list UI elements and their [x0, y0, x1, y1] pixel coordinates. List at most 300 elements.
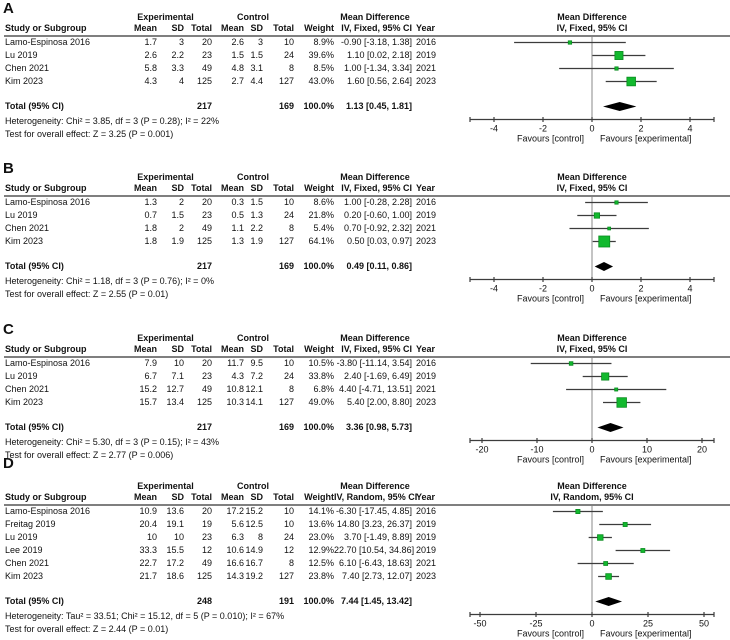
- study-exp-sd-cell: 13.6: [166, 506, 184, 516]
- study-ctl-sd-cell: 1.9: [250, 236, 263, 246]
- study-ci-cell: 1.00 [-0.28, 2.28]: [343, 197, 412, 207]
- study-weight-cell: 21.8%: [308, 210, 334, 220]
- study-ci-cell: 3.70 [-1.49, 8.89]: [343, 532, 412, 542]
- study-weight-cell: 13.6%: [308, 519, 334, 529]
- study-exp-total-cell: 49: [201, 223, 212, 233]
- total-exp-total-cell: 217: [196, 261, 212, 271]
- study-ctl-mean-cell: 5.6: [231, 519, 244, 529]
- column-header-ctl-mean: Mean: [220, 492, 244, 502]
- column-header-weight: Weight: [304, 23, 334, 33]
- study-ctl-sd-cell: 12.5: [245, 519, 263, 529]
- study-year-cell: 2021: [416, 384, 437, 394]
- total-name-cell: Total (95% CI): [5, 261, 64, 271]
- study-ctl-total-cell: 10: [283, 506, 294, 516]
- study-year-cell: 2021: [416, 223, 437, 233]
- study-weight-cell: 39.6%: [308, 50, 334, 60]
- total-row: [0, 260, 462, 273]
- study-exp-mean-cell: 21.7: [139, 571, 157, 581]
- study-exp-total-cell: 23: [201, 210, 212, 220]
- column-header-ctl-total: Total: [273, 344, 294, 354]
- study-exp-sd-cell: 19.1: [166, 519, 184, 529]
- study-exp-sd-cell: 13.4: [166, 397, 184, 407]
- study-ctl-total-cell: 24: [283, 210, 294, 220]
- study-weight-cell: 14.1%: [308, 506, 334, 516]
- study-name-cell: Lamo-Espinosa 2016: [5, 197, 91, 207]
- heterogeneity-text: Heterogeneity: Chi² = 3.85, df = 3 (P = 0.28); I² = 22%: [5, 116, 219, 126]
- study-row: [0, 531, 462, 544]
- total-ci-cell: 3.36 [0.98, 5.73]: [345, 422, 412, 432]
- study-ctl-mean-cell: 6.3: [231, 532, 244, 542]
- column-header-name: Study or Subgroup: [5, 23, 87, 33]
- study-exp-total-cell: 125: [196, 76, 212, 86]
- study-ctl-sd-cell: 1.5: [250, 197, 263, 207]
- favours-left-label: Favours [control]: [516, 628, 584, 639]
- study-exp-total-cell: 23: [201, 371, 212, 381]
- study-exp-sd-cell: 2: [178, 197, 184, 207]
- column-header-ctl-sd: SD: [250, 492, 263, 502]
- study-exp-mean-cell: 1.3: [144, 197, 157, 207]
- study-weight-cell: 10.5%: [308, 358, 334, 368]
- study-weight-cell: 8.9%: [313, 37, 334, 47]
- study-year-cell: 2016: [416, 358, 437, 368]
- effect-square: [576, 509, 580, 513]
- study-ci-cell: 2.40 [-1.69, 6.49]: [343, 371, 412, 381]
- study-ctl-total-cell: 12: [283, 545, 294, 555]
- study-ci-cell: 0.20 [-0.60, 1.00]: [343, 210, 412, 220]
- column-header-exp-sd: SD: [171, 183, 184, 193]
- total-exp-total-cell: 248: [196, 596, 212, 606]
- column-header-ci: IV, Fixed, 95% CI: [341, 23, 412, 33]
- favours-left-label: Favours [control]: [516, 133, 584, 144]
- column-header-ctl-mean: Mean: [220, 183, 244, 193]
- forest-plot: [462, 323, 730, 475]
- column-header-ctl-mean: Mean: [220, 23, 244, 33]
- column-header-name: Study or Subgroup: [5, 492, 87, 502]
- study-ctl-total-cell: 127: [278, 236, 294, 246]
- column-header-ctl-mean: Mean: [220, 344, 244, 354]
- study-weight-cell: 6.8%: [313, 384, 334, 394]
- overall-effect-text: Test for overall effect: Z = 2.44 (P = 0.01): [5, 624, 169, 634]
- column-header-weight: Weight: [304, 492, 334, 502]
- tick-label: -20: [475, 444, 489, 455]
- overall-effect-text: Test for overall effect: Z = 2.55 (P = 0.01): [5, 289, 169, 299]
- total-ctl-total-cell: 169: [278, 422, 294, 432]
- effect-square: [568, 41, 571, 44]
- study-exp-mean-cell: 20.4: [139, 519, 157, 529]
- study-exp-sd-cell: 3.3: [171, 63, 184, 73]
- forest-panel-a: [0, 2, 730, 154]
- column-header-exp-mean: Mean: [133, 23, 157, 33]
- study-exp-sd-cell: 1.5: [171, 210, 184, 220]
- study-name-cell: Kim 2023: [5, 236, 44, 246]
- study-ctl-mean-cell: 2.6: [231, 37, 244, 47]
- study-exp-sd-cell: 10: [173, 532, 184, 542]
- column-header-exp-total: Total: [191, 492, 212, 502]
- study-exp-sd-cell: 12.7: [166, 384, 184, 394]
- control-group-header: Control: [237, 172, 269, 182]
- study-exp-sd-cell: 15.5: [166, 545, 184, 555]
- study-ctl-mean-cell: 17.2: [226, 506, 244, 516]
- study-exp-total-cell: 49: [201, 63, 212, 73]
- study-exp-sd-cell: 2: [178, 223, 184, 233]
- study-ctl-total-cell: 127: [278, 571, 294, 581]
- study-exp-total-cell: 20: [201, 197, 212, 207]
- experimental-group-header: Experimental: [137, 172, 194, 182]
- tick-label: 4: [687, 283, 693, 294]
- study-name-cell: Chen 2021: [5, 384, 50, 394]
- study-exp-sd-cell: 1.9: [171, 236, 184, 246]
- study-ci-cell: 1.10 [0.02, 2.18]: [346, 50, 412, 60]
- study-exp-sd-cell: 2.2: [171, 50, 184, 60]
- total-ctl-total-cell: 169: [278, 261, 294, 271]
- study-ctl-mean-cell: 4.8: [231, 63, 244, 73]
- study-ctl-total-cell: 10: [283, 358, 294, 368]
- study-exp-sd-cell: 17.2: [166, 558, 184, 568]
- study-ctl-sd-cell: 1.5: [250, 50, 263, 60]
- favours-right-label: Favours [experimental]: [600, 133, 692, 144]
- forest-panel-b: [0, 162, 730, 314]
- study-exp-total-cell: 125: [196, 571, 212, 581]
- study-ctl-mean-cell: 10.8: [226, 384, 244, 394]
- study-name-cell: Lamo-Espinosa 2016: [5, 506, 91, 516]
- study-ctl-sd-cell: 16.7: [245, 558, 263, 568]
- effect-model-label: IV, Fixed, 95% CI: [556, 23, 628, 33]
- study-year-cell: 2023: [416, 236, 437, 246]
- control-group-header: Control: [237, 12, 269, 22]
- study-weight-cell: 33.8%: [308, 371, 334, 381]
- study-ctl-mean-cell: 10.3: [226, 397, 244, 407]
- study-row: [0, 62, 462, 75]
- effect-square: [569, 362, 573, 366]
- column-header-exp-sd: SD: [171, 344, 184, 354]
- study-year-cell: 2021: [416, 63, 437, 73]
- study-exp-sd-cell: 7.1: [171, 371, 184, 381]
- heterogeneity-text: Heterogeneity: Chi² = 1.18, df = 3 (P = 0.76); I² = 0%: [5, 276, 214, 286]
- column-header-exp-sd: SD: [171, 23, 184, 33]
- effect-square: [641, 549, 645, 553]
- control-group-header: Control: [237, 333, 269, 343]
- heterogeneity-text: Heterogeneity: Chi² = 5.30, df = 3 (P = 0.15); I² = 43%: [5, 437, 219, 447]
- pooled-diamond: [603, 102, 636, 111]
- study-year-cell: 2019: [416, 519, 437, 529]
- study-row: [0, 36, 462, 49]
- study-exp-total-cell: 49: [201, 558, 212, 568]
- study-exp-sd-cell: 10: [173, 358, 184, 368]
- study-exp-mean-cell: 7.9: [144, 358, 157, 368]
- effect-square: [604, 562, 608, 566]
- column-header-ctl-sd: SD: [250, 344, 263, 354]
- tick-label: 20: [696, 444, 708, 455]
- plot-title: Mean Difference: [557, 12, 627, 22]
- study-exp-total-cell: 23: [201, 532, 212, 542]
- overall-effect-text: Test for overall effect: Z = 3.25 (P = 0.001): [5, 129, 174, 139]
- study-year-cell: 2023: [416, 76, 437, 86]
- study-name-cell: Kim 2023: [5, 397, 44, 407]
- study-weight-cell: 23.0%: [308, 532, 334, 542]
- panel-label: A: [3, 0, 14, 17]
- column-header-year: Year: [416, 183, 436, 193]
- study-ctl-mean-cell: 10.6: [226, 545, 244, 555]
- tick-label: 25: [642, 618, 654, 629]
- effect-square: [608, 227, 611, 230]
- study-exp-total-cell: 125: [196, 236, 212, 246]
- column-header-ci: IV, Fixed, 95% CI: [341, 344, 412, 354]
- study-row: [0, 235, 462, 248]
- study-ctl-sd-cell: 2.2: [250, 223, 263, 233]
- total-ci-cell: 0.49 [0.11, 0.86]: [346, 261, 412, 271]
- study-ci-cell: 5.40 [2.00, 8.80]: [346, 397, 412, 407]
- study-ctl-sd-cell: 9.5: [250, 358, 263, 368]
- study-ci-cell: 0.50 [0.03, 0.97]: [346, 236, 412, 246]
- tick-label: -25: [529, 618, 543, 629]
- study-ctl-total-cell: 24: [283, 50, 294, 60]
- study-ctl-sd-cell: 8: [257, 532, 263, 542]
- study-ctl-mean-cell: 14.3: [226, 571, 244, 581]
- total-ci-cell: 7.44 [1.45, 13.42]: [340, 596, 412, 606]
- column-header-exp-sd: SD: [171, 492, 184, 502]
- mean-difference-group-header: Mean Difference: [340, 12, 410, 22]
- study-ctl-total-cell: 127: [278, 397, 294, 407]
- column-header-exp-mean: Mean: [133, 344, 157, 354]
- mean-difference-group-header: Mean Difference: [340, 333, 410, 343]
- study-ctl-mean-cell: 4.3: [231, 371, 244, 381]
- mean-difference-group-header: Mean Difference: [340, 172, 410, 182]
- tick-label: 4: [687, 123, 693, 134]
- total-weight-cell: 100.0%: [303, 422, 334, 432]
- study-exp-mean-cell: 0.7: [144, 210, 157, 220]
- effect-square: [615, 67, 618, 70]
- study-year-cell: 2019: [416, 532, 437, 542]
- study-exp-sd-cell: 3: [178, 37, 184, 47]
- effect-model-label: IV, Fixed, 95% CI: [556, 183, 628, 193]
- study-exp-total-cell: 125: [196, 397, 212, 407]
- study-ci-cell: 14.80 [3.23, 26.37]: [336, 519, 412, 529]
- study-exp-mean-cell: 1.7: [144, 37, 157, 47]
- column-header-year: Year: [416, 344, 436, 354]
- effect-model-label: IV, Fixed, 95% CI: [556, 344, 628, 354]
- study-ci-cell: 6.10 [-6.43, 18.63]: [338, 558, 412, 568]
- study-row: [0, 75, 462, 88]
- study-ctl-mean-cell: 1.3: [231, 236, 244, 246]
- study-row: [0, 505, 462, 518]
- overall-effect-text: Test for overall effect: Z = 2.77 (P = 0.006): [5, 450, 174, 460]
- total-exp-total-cell: 217: [196, 101, 212, 111]
- study-year-cell: 2019: [416, 371, 437, 381]
- study-ctl-sd-cell: 15.2: [245, 506, 263, 516]
- study-ctl-mean-cell: 1.1: [231, 223, 244, 233]
- study-ctl-sd-cell: 14.9: [245, 545, 263, 555]
- experimental-group-header: Experimental: [137, 481, 194, 491]
- total-weight-cell: 100.0%: [303, 596, 334, 606]
- tick-label: 2: [638, 283, 644, 294]
- study-name-cell: Kim 2023: [5, 571, 44, 581]
- study-year-cell: 2019: [416, 545, 437, 555]
- effect-square: [602, 373, 609, 380]
- study-ctl-mean-cell: 0.5: [231, 210, 244, 220]
- effect-square: [615, 51, 623, 59]
- study-exp-total-cell: 20: [201, 506, 212, 516]
- study-exp-total-cell: 49: [201, 384, 212, 394]
- study-ci-cell: -3.80 [-11.14, 3.54]: [336, 358, 412, 368]
- study-row: [0, 396, 462, 409]
- study-exp-total-cell: 23: [201, 50, 212, 60]
- study-ctl-sd-cell: 4.4: [250, 76, 263, 86]
- tick-label: -2: [538, 283, 548, 294]
- tick-label: 0: [589, 283, 595, 294]
- study-weight-cell: 12.9%: [308, 545, 334, 555]
- study-ctl-sd-cell: 14.1: [245, 397, 263, 407]
- study-ctl-total-cell: 8: [288, 558, 294, 568]
- column-header-exp-total: Total: [191, 344, 212, 354]
- effect-model-label: IV, Random, 95% CI: [550, 492, 634, 502]
- study-ctl-total-cell: 8: [288, 384, 294, 394]
- study-ci-cell: 22.70 [10.54, 34.86]: [334, 545, 415, 555]
- study-year-cell: 2016: [416, 506, 437, 516]
- favours-left-label: Favours [control]: [516, 293, 584, 304]
- study-exp-total-cell: 20: [201, 37, 212, 47]
- forest-plot: [462, 454, 730, 640]
- tick-label: 2: [638, 123, 644, 134]
- column-header-ctl-total: Total: [273, 492, 294, 502]
- study-year-cell: 2019: [416, 50, 437, 60]
- tick-label: -4: [489, 283, 499, 294]
- study-name-cell: Freitag 2019: [5, 519, 56, 529]
- column-header-year: Year: [416, 23, 436, 33]
- study-ctl-mean-cell: 1.5: [231, 50, 244, 60]
- total-name-cell: Total (95% CI): [5, 101, 64, 111]
- favours-right-label: Favours [experimental]: [600, 454, 692, 465]
- study-exp-mean-cell: 15.7: [139, 397, 157, 407]
- total-name-cell: Total (95% CI): [5, 422, 64, 432]
- tick-label: -50: [473, 618, 487, 629]
- study-weight-cell: 23.8%: [308, 571, 334, 581]
- favours-right-label: Favours [experimental]: [600, 628, 692, 639]
- study-ctl-mean-cell: 2.7: [231, 76, 244, 86]
- study-name-cell: Lu 2019: [5, 50, 38, 60]
- study-exp-mean-cell: 33.3: [139, 545, 157, 555]
- study-year-cell: 2016: [416, 37, 437, 47]
- study-ci-cell: -0.90 [-3.18, 1.38]: [340, 37, 412, 47]
- total-ci-cell: 1.13 [0.45, 1.81]: [345, 101, 412, 111]
- study-exp-mean-cell: 15.2: [139, 384, 157, 394]
- study-ctl-mean-cell: 11.7: [227, 358, 244, 368]
- column-header-ctl-sd: SD: [250, 183, 263, 193]
- study-exp-mean-cell: 4.3: [144, 76, 157, 86]
- study-name-cell: Chen 2021: [5, 63, 50, 73]
- study-ctl-sd-cell: 3: [257, 37, 263, 47]
- effect-square: [615, 388, 618, 391]
- study-year-cell: 2023: [416, 397, 437, 407]
- plot-title: Mean Difference: [557, 172, 627, 182]
- total-name-cell: Total (95% CI): [5, 596, 64, 606]
- study-name-cell: Lamo-Espinosa 2016: [5, 37, 91, 47]
- study-ci-cell: 1.60 [0.56, 2.64]: [346, 76, 412, 86]
- column-header-exp-total: Total: [191, 23, 212, 33]
- tick-label: 0: [589, 123, 595, 134]
- heterogeneity-text: Heterogeneity: Tau² = 33.51; Chi² = 15.12, df = 5 (P = 0.010); I² = 67%: [5, 611, 285, 621]
- study-name-cell: Chen 2021: [5, 558, 50, 568]
- effect-square: [623, 522, 627, 526]
- forest-plot: [462, 2, 730, 154]
- study-name-cell: Lu 2019: [5, 371, 38, 381]
- effect-square: [627, 77, 636, 86]
- total-row: [0, 421, 462, 434]
- study-ctl-mean-cell: 0.3: [231, 197, 244, 207]
- column-header-ctl-sd: SD: [250, 23, 263, 33]
- study-exp-mean-cell: 22.7: [139, 558, 157, 568]
- total-exp-total-cell: 217: [196, 422, 212, 432]
- study-year-cell: 2016: [416, 197, 437, 207]
- study-exp-sd-cell: 4: [178, 76, 184, 86]
- study-row: [0, 222, 462, 235]
- study-exp-mean-cell: 2.6: [144, 50, 157, 60]
- column-header-exp-total: Total: [191, 183, 212, 193]
- study-ctl-mean-cell: 16.6: [226, 558, 244, 568]
- study-exp-mean-cell: 6.7: [144, 371, 157, 381]
- study-exp-mean-cell: 10.9: [139, 506, 157, 516]
- favours-right-label: Favours [experimental]: [600, 293, 692, 304]
- study-weight-cell: 5.4%: [313, 223, 334, 233]
- column-header-name: Study or Subgroup: [5, 183, 87, 193]
- study-weight-cell: 12.5%: [308, 558, 334, 568]
- total-weight-cell: 100.0%: [303, 261, 334, 271]
- tick-label: -4: [489, 123, 499, 134]
- study-year-cell: 2023: [416, 571, 437, 581]
- control-group-header: Control: [237, 481, 269, 491]
- study-ctl-total-cell: 24: [283, 532, 294, 542]
- effect-square: [598, 535, 604, 541]
- column-header-ci: IV, Fixed, 95% CI: [341, 183, 412, 193]
- study-ctl-sd-cell: 12.1: [245, 384, 263, 394]
- study-exp-total-cell: 12: [201, 545, 212, 555]
- tick-label: 50: [698, 618, 710, 629]
- total-row: [0, 595, 462, 608]
- column-header-exp-mean: Mean: [133, 183, 157, 193]
- column-header-weight: Weight: [304, 344, 334, 354]
- pooled-diamond: [595, 262, 613, 271]
- column-header-exp-mean: Mean: [133, 492, 157, 502]
- study-ctl-total-cell: 8: [288, 63, 294, 73]
- tick-label: 0: [589, 444, 595, 455]
- column-header-year: Year: [416, 492, 436, 502]
- study-row: [0, 557, 462, 570]
- study-ctl-total-cell: 127: [278, 76, 294, 86]
- effect-square: [617, 398, 627, 408]
- study-row: [0, 544, 462, 557]
- study-name-cell: Lee 2019: [5, 545, 43, 555]
- study-ctl-total-cell: 8: [288, 223, 294, 233]
- tick-label: 0: [589, 618, 595, 629]
- study-row: [0, 49, 462, 62]
- total-ctl-total-cell: 169: [278, 101, 294, 111]
- study-row: [0, 370, 462, 383]
- plot-title: Mean Difference: [557, 481, 627, 491]
- study-name-cell: Lu 2019: [5, 532, 38, 542]
- panel-label: C: [3, 321, 14, 338]
- study-ctl-sd-cell: 19.2: [245, 571, 263, 581]
- effect-square: [615, 201, 618, 204]
- favours-left-label: Favours [control]: [516, 454, 584, 465]
- study-row: [0, 518, 462, 531]
- study-year-cell: 2021: [416, 558, 437, 568]
- effect-square: [599, 236, 610, 247]
- tick-label: -2: [538, 123, 548, 134]
- study-ctl-sd-cell: 1.3: [250, 210, 263, 220]
- effect-square: [606, 574, 612, 580]
- study-year-cell: 2019: [416, 210, 437, 220]
- total-ctl-total-cell: 191: [278, 596, 294, 606]
- study-ctl-total-cell: 24: [283, 371, 294, 381]
